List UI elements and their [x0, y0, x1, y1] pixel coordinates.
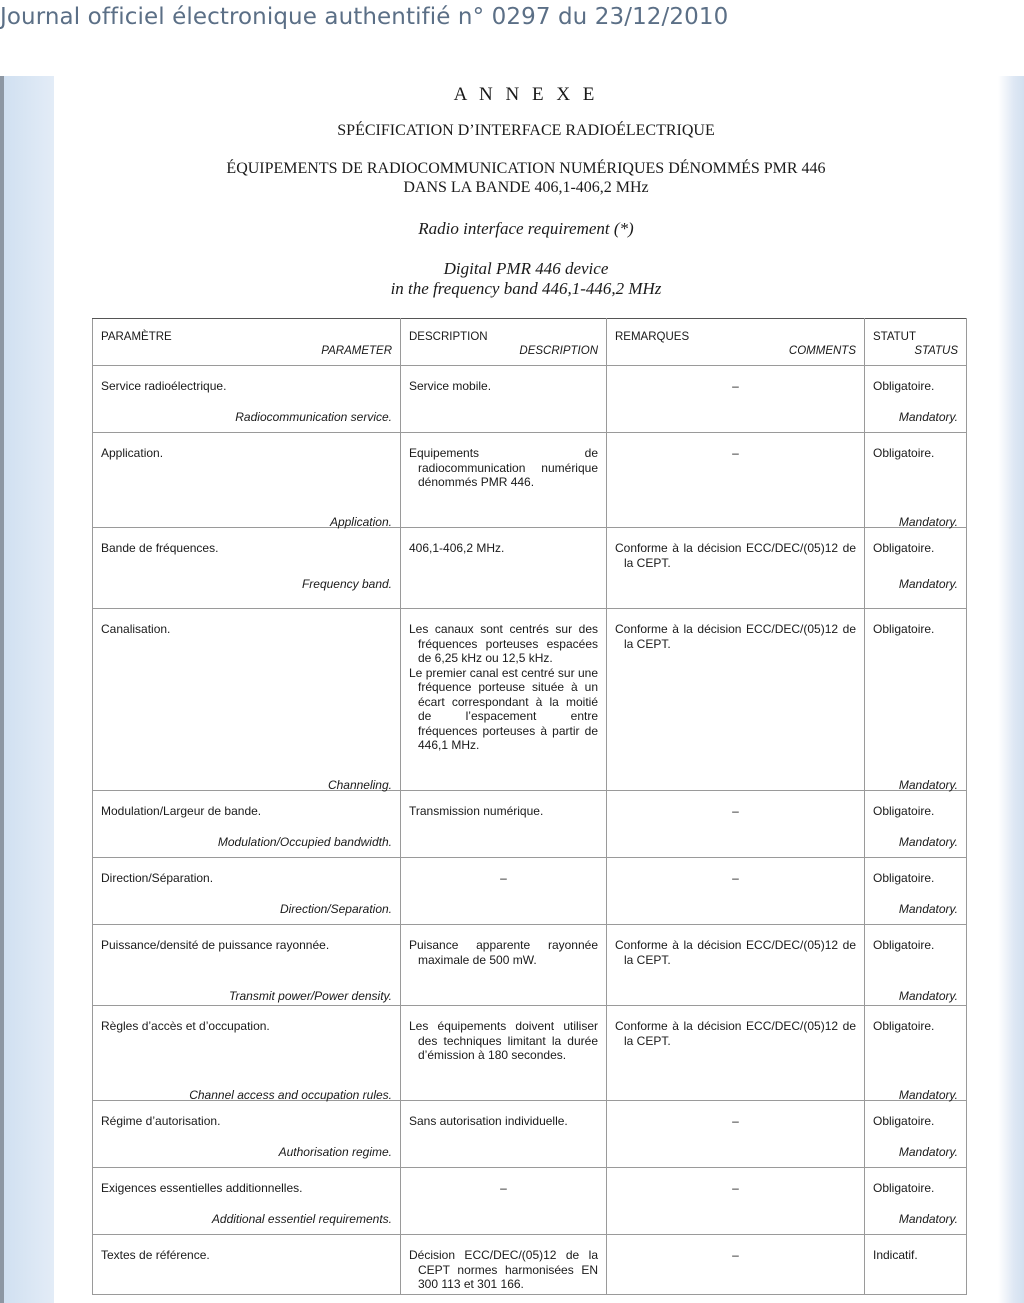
description-cell [401, 366, 607, 433]
status-cell [865, 528, 967, 609]
comments-cell [607, 791, 865, 858]
comments-cell [607, 528, 865, 609]
parameter-cell [93, 433, 401, 528]
description-text: – [500, 871, 507, 885]
description-cell [401, 609, 607, 791]
table-header-row [93, 319, 967, 366]
status-en: Mandatory. [898, 1212, 958, 1226]
status-cell [865, 1101, 967, 1168]
status-en: Mandatory. [898, 410, 958, 424]
table-row [93, 366, 967, 433]
parameter-cell [93, 858, 401, 925]
comments-cell [607, 1168, 865, 1235]
table-row [93, 528, 967, 609]
comments-text: Conforme à la décision ECC/DEC/(05)12 de la CEPT. [615, 541, 856, 570]
parameter-fr: Textes de référence. [101, 1248, 210, 1262]
comments-text: – [732, 804, 739, 818]
parameter-cell [93, 1235, 401, 1295]
description-text: Les équipements doivent utiliser des techniques limitant la durée d’émission à 180 secondes. [409, 1019, 598, 1062]
status-en: Mandatory. [898, 1145, 958, 1159]
table-row [93, 1101, 967, 1168]
status-en: Mandatory. [898, 835, 958, 849]
status-cell [865, 1235, 967, 1295]
parameter-en: Direction/Separation. [279, 902, 392, 916]
table-row [93, 1235, 967, 1295]
description-cell [401, 1235, 607, 1295]
comments-text: – [732, 1114, 739, 1128]
comments-cell [607, 433, 865, 528]
spec-table [92, 318, 967, 1295]
description-cell [401, 858, 607, 925]
document-page [54, 76, 998, 1303]
status-fr: Obligatoire. [873, 938, 935, 952]
parameter-fr: Service radioélectrique. [101, 379, 227, 393]
description-text: Service mobile. [409, 379, 492, 393]
description-text: Décision ECC/DEC/(05)12 de la CEPT normes harmonisées EN 300 113 et 301 166. [409, 1248, 598, 1291]
header-status: STATUT STATUS [865, 319, 967, 366]
status-fr: Obligatoire. [873, 1019, 935, 1033]
left-page-edge [0, 76, 4, 1303]
table-row [93, 858, 967, 925]
status-cell [865, 1168, 967, 1235]
parameter-cell [93, 609, 401, 791]
parameter-en: Frequency band. [301, 577, 392, 591]
parameter-cell [93, 1006, 401, 1101]
parameter-en: Authorisation regime. [278, 1145, 392, 1159]
comments-text: – [732, 871, 739, 885]
parameter-fr: Puissance/densité de puissance rayonnée. [101, 938, 330, 952]
status-en: Mandatory. [898, 515, 958, 529]
parameter-en: Application. [329, 515, 392, 529]
parameter-cell [93, 925, 401, 1006]
description-text: 406,1-406,2 MHz. [409, 541, 505, 555]
comments-text: – [732, 379, 739, 393]
left-page-margin [0, 76, 54, 1303]
parameter-en: Additional essentiel requirements. [211, 1212, 392, 1226]
description-text: – [500, 1181, 507, 1195]
parameter-fr: Canalisation. [101, 622, 171, 636]
status-fr: Obligatoire. [873, 622, 935, 636]
parameter-fr: Modulation/Largeur de bande. [101, 804, 262, 818]
table-row [93, 791, 967, 858]
status-fr: Obligatoire. [873, 804, 935, 818]
header-comments: REMARQUES COMMENTS [607, 319, 865, 366]
parameter-fr: Direction/Séparation. [101, 871, 214, 885]
parameter-en: Channel access and occupation rules. [189, 1088, 392, 1102]
status-en: Mandatory. [898, 577, 958, 591]
radio-interface-requirement: Radio interface requirement (*) [418, 219, 634, 238]
comments-text: – [732, 1248, 739, 1262]
status-fr: Obligatoire. [873, 871, 935, 885]
status-en: Mandatory. [898, 1088, 958, 1102]
description-cell [401, 433, 607, 528]
description-cell [401, 1006, 607, 1101]
header-description: DESCRIPTION DESCRIPTION [401, 319, 607, 366]
status-cell [865, 609, 967, 791]
status-en: Mandatory. [898, 989, 958, 1003]
status-fr: Obligatoire. [873, 1181, 935, 1195]
parameter-fr: Application. [101, 446, 164, 460]
journal-header: Journal officiel électronique authentifié n° 0297 du 23/12/2010 [0, 4, 729, 30]
annex-title: A N N E X E [453, 84, 599, 105]
comments-text: Conforme à la décision ECC/DEC/(05)12 de la CEPT. [615, 622, 856, 651]
comments-cell [607, 366, 865, 433]
status-cell [865, 366, 967, 433]
description-cell [401, 925, 607, 1006]
description-text: Equipements de radiocommunication numérique dénommés PMR 446. [409, 446, 598, 489]
status-cell [865, 925, 967, 1006]
parameter-cell [93, 366, 401, 433]
description-cell [401, 791, 607, 858]
status-fr: Obligatoire. [873, 379, 935, 393]
parameter-fr: Règles d’accès et d’occupation. [101, 1019, 270, 1033]
table-row [93, 609, 967, 791]
status-cell [865, 1006, 967, 1101]
equipment-title-line1: ÉQUIPEMENTS DE RADIOCOMMUNICATION NUMÉRIQUES DÉNOMMÉS PMR 446 [226, 160, 826, 177]
table-row [93, 925, 967, 1006]
status-cell [865, 791, 967, 858]
table-row [93, 1168, 967, 1235]
status-fr: Indicatif. [873, 1248, 918, 1262]
status-cell [865, 433, 967, 528]
description-text: Puisance apparente rayonnée maximale de 500 mW. [409, 938, 598, 967]
spec-title: SPÉCIFICATION D’INTERFACE RADIOÉLECTRIQUE [337, 122, 715, 139]
status-en: Mandatory. [898, 778, 958, 792]
digital-device-line1: Digital PMR 446 device [443, 259, 609, 278]
comments-text: Conforme à la décision ECC/DEC/(05)12 de la CEPT. [615, 1019, 856, 1048]
parameter-fr: Régime d’autorisation. [101, 1114, 221, 1128]
status-fr: Obligatoire. [873, 1114, 935, 1128]
description-text: Les canaux sont centrés sur des fréquences porteuses espacées de 6,25 kHz ou 12,5 kHz. [409, 622, 598, 665]
right-page-margin [998, 76, 1024, 1303]
table-row [93, 1006, 967, 1101]
parameter-cell [93, 1168, 401, 1235]
description-cell [401, 1101, 607, 1168]
parameter-en: Modulation/Occupied bandwidth. [217, 835, 392, 849]
digital-device-title [54, 259, 998, 299]
comments-cell [607, 609, 865, 791]
parameter-en: Transmit power/Power density. [229, 989, 392, 1003]
parameter-cell [93, 1101, 401, 1168]
status-en: Mandatory. [898, 902, 958, 916]
table-row [93, 433, 967, 528]
description-text: Transmission numérique. [409, 804, 544, 818]
comments-cell [607, 1101, 865, 1168]
status-fr: Obligatoire. [873, 446, 935, 460]
comments-text: – [732, 446, 739, 460]
description-text: Sans autorisation individuelle. [409, 1114, 568, 1128]
comments-text: Conforme à la décision ECC/DEC/(05)12 de la CEPT. [615, 938, 856, 967]
parameter-fr: Bande de fréquences. [101, 541, 219, 555]
comments-cell [607, 858, 865, 925]
description-text-2: Le premier canal est centré sur une fréquence porteuse située à un écart correspondant à la moitié de l’espacement entre fréquences porteuses à partir de 446,1 MHz. [409, 665, 598, 752]
equipment-title-line2: DANS LA BANDE 406,1-406,2 MHz [403, 179, 649, 196]
header-parameter: PARAMÈTRE PARAMETER [93, 319, 401, 366]
parameter-en: Channeling. [327, 778, 392, 792]
parameter-fr: Exigences essentielles additionnelles. [101, 1181, 303, 1195]
status-cell [865, 858, 967, 925]
status-fr: Obligatoire. [873, 541, 935, 555]
description-cell [401, 1168, 607, 1235]
comments-text: – [732, 1181, 739, 1195]
parameter-cell [93, 791, 401, 858]
comments-cell [607, 1006, 865, 1101]
parameter-cell [93, 528, 401, 609]
digital-device-line2: in the frequency band 446,1-446,2 MHz [390, 279, 662, 298]
equipment-title [54, 159, 998, 197]
comments-cell [607, 925, 865, 1006]
description-cell [401, 528, 607, 609]
comments-cell [607, 1235, 865, 1295]
parameter-en: Radiocommunication service. [235, 410, 392, 424]
